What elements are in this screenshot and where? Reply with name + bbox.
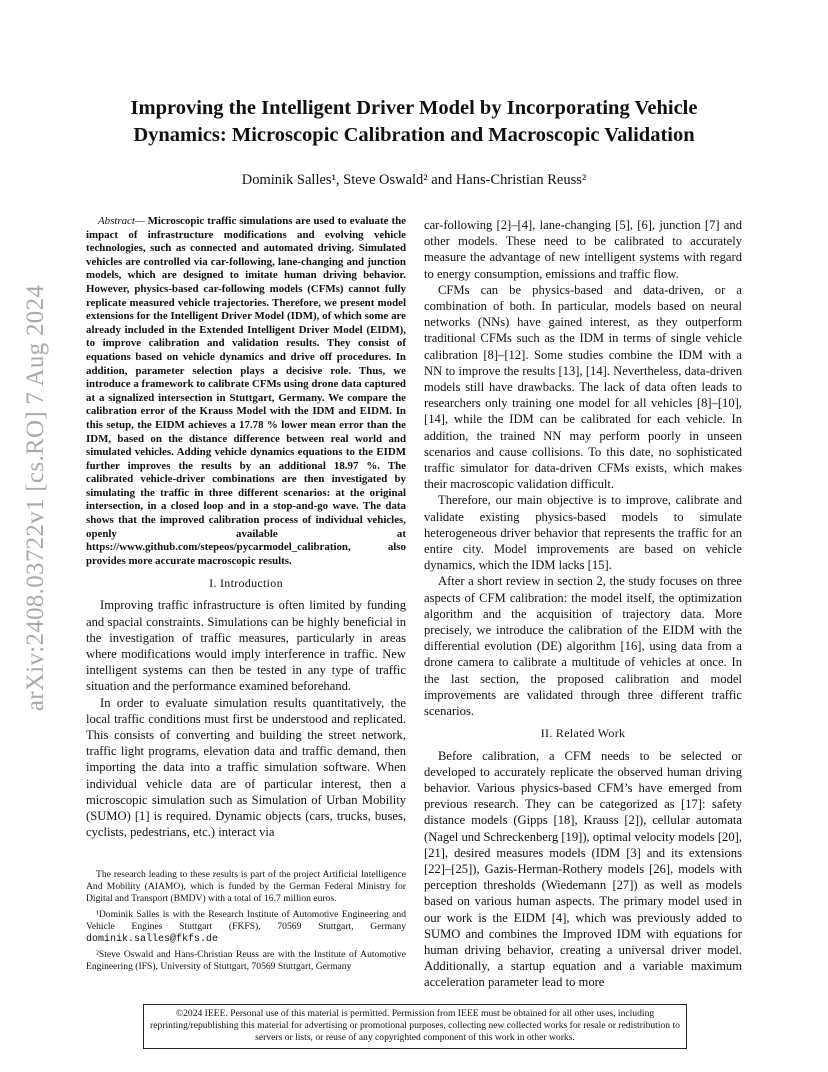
arxiv-stamp [18,258,54,738]
right-paragraph-2: CFMs can be physics-based and data-driven, or a combination of both. In particular, models based on neural networks (NNs) have gained interest, as they outperform traditional CFMs such as the IDM in terms of single vehicle calibration [8]–[12]. Some studies combine the IDM with a NN to improve the results [13], [14]. Nevertheless, data-driven models still have drawbacks. The lack of data often leads to researchers only training one model for all vehicles [8]–[10], [14], while the IDM can be calibrated for each vehicle. In addition, the trained NN may perform poorly in unseen scenarios and cause collisions. To this date, no sophisticated traffic simulator for data-driven CFMs exists, which makes their macroscopic validation difficult. [424,282,742,492]
paper-title: Improving the Intelligent Driver Model by Incorporating Vehicle Dynamics: Microscopic Calibration and Macroscopic Validation [130,97,698,146]
related-work-paragraph-1: Before calibration, a CFM needs to be selected or developed to accurately replicate the observed human driving behavior. Various physics-based CFM’s have emerged from previous research. They can be categorized as [17]: safety distance models (Gipps [18], Krauss [2]), cellular automata (Nagel und Schreckenberg [19]), optimal velocity models [20], [21], desired measures models (IDM [3] and its extensions [22]–[25]), Gazis-Herman-Rothery models [26], models with perception thresholds (Wiedemann [27]) as well as models based on various human aspects. The primary model used in our work is the EIDM [4], which was previously added to SUMO and combines the Improved IDM with equations for human driving behavior, creating a universal driver model. Additionally, a startup equation and a variable maximum acceleration parameter lead to more [424,748,742,990]
abstract-text: Microscopic traffic simulations are used to evaluate the impact of infrastructure modifications and evolving vehicle technologies, such as connected and automated driving. Simulated vehicles are controlled via car-following, lane-changing and junction models, which are designed to imitate human driving behavior. However, physics-based car-following models (CFMs) cannot fully replicate measured vehicle trajectories. Therefore, we present model extensions for the Intelligent Driver Model (IDM), of which some are already included in the Extended Intelligent Driver Model (EIDM), to improve calibration and validation results. They consist of equations based on vehicle dynamics and drive off procedures. In addition, parameter selection plays a decisive role. Thus, we introduce a framework to calibrate CFMs using drone data captured at a signalized intersection in Stuttgart, Germany. We compare the calibration error of the Krauss Model with the IDM and EIDM. In this setup, the EIDM achieves a 17.78 % lower mean error than the IDM, based on the distance difference between real world and simulated vehicles. Adding vehicle dynamics equations to the EIDM further improves the results by an additional 18.97 %. The calibrated vehicle-driver combinations are then investigated by simulating the traffic in three different scenarios: at the original intersection, in a closed loop and in a stop-and-go wave. The data shows that the improved calibration process of individual vehicles, openly available at https://www.github.com/stepeos/pycarmodel_calibration, also provides more accurate macroscopic results. [86,215,406,567]
section-heading-related-work: II. Related Work [540,726,626,741]
right-paragraph-1: car-following [2]–[4], lane-changing [5], [6], junction [7] and other models. These need to be calibrated to accurately measure the advantage of new intelligent systems with regard to energy consumption, emissions and traffic flow. [424,218,742,281]
intro-paragraph-2: In order to evaluate simulation results quantitatively, the local traffic conditions must first be understood and replicated. This consists of converting and building the street network, traffic light programs, elevation data and traffic demand, then importing the data into a traffic simulation software. When individual vehicle data are of particular interest, then a microscopic simulation such as Simulation of Urban Mobility (SUMO) [1] is required. Dynamic objects (cars, trucks, buses, cyclists, pedestrians, etc.) interact via [86,695,406,840]
right-paragraph-3: Therefore, our main objective is to improve, calibrate and validate existing physics-based models to simulate heterogeneous driver behavior that represents the traffic for an entire city. Model improvements are based on vehicle dynamics, which the IDM lacks [15]. [424,493,742,573]
section-heading-introduction: I. Introduction [209,576,283,591]
right-column [424,217,742,991]
intro-paragraph-1: Improving traffic infrastructure is often limited by funding and spacial constraints. Simulations can be highly beneficial in the investigation of traffic measures, particularly in areas where modifications would imply interference in traffic. New intelligent systems can then be tested in any type of traffic situation and the performance examined beforehand. [86,598,406,694]
footnotes [86,869,406,977]
abstract-label: Abstract— [98,215,145,227]
copyright-notice: ©2024 IEEE. Personal use of this material is permitted. Permission from IEEE must be obtained for all other uses, including reprinting/republishing this material for advertising or promotional purposes, collecting new collected works for resale or redistribution to servers or lists, or reuse of any copyrighted component of this work in other works. [143,1004,687,1049]
footnote-funding: The research leading to these results is part of the project Artificial Intelligence And Mobility (AIAMO), which is funded by the German Federal Ministry for Digital and Transport (BMDV) with a total of 16.7 million euros. [86,869,406,905]
author-email: dominik.salles@fkfs.de [86,934,219,946]
right-paragraph-4: After a short review in section 2, the study focuses on three aspects of CFM calibration: the model itself, the optimization algorithm and the acquisition of trajectory data. More precisely, we introduce the calibration of the EIDM with the differential evolution (DE) algorithm [16], using data from a drone camera to calibrate a multitude of vehicles at once. In the last section, the proposed calibration and model improvements are validated through three different traffic scenarios. [424,574,742,719]
footnote-affiliation-1-text: ¹Dominik Salles is with the Research Institute of Automotive Engineering and Vehicle Engines Stuttgart (FKFS), 70569 Stuttgart, Germany [86,908,406,932]
author-line: Dominik Salles¹, Steve Oswald² and Hans-Christian Reuss² [241,172,587,188]
left-column [86,215,406,840]
footnote-affiliation-2: ²Steve Oswald and Hans-Christian Reuss are with the Institute of Automotive Engineering (IFS), University of Stuttgart, 70569 Stuttgart, Germany [86,949,406,973]
abstract [86,215,406,568]
footnote-affiliation-1 [86,909,406,947]
arxiv-stamp-text: arXiv:2408.03722v1 [cs.RO] 7 Aug 2024 [22,284,49,712]
